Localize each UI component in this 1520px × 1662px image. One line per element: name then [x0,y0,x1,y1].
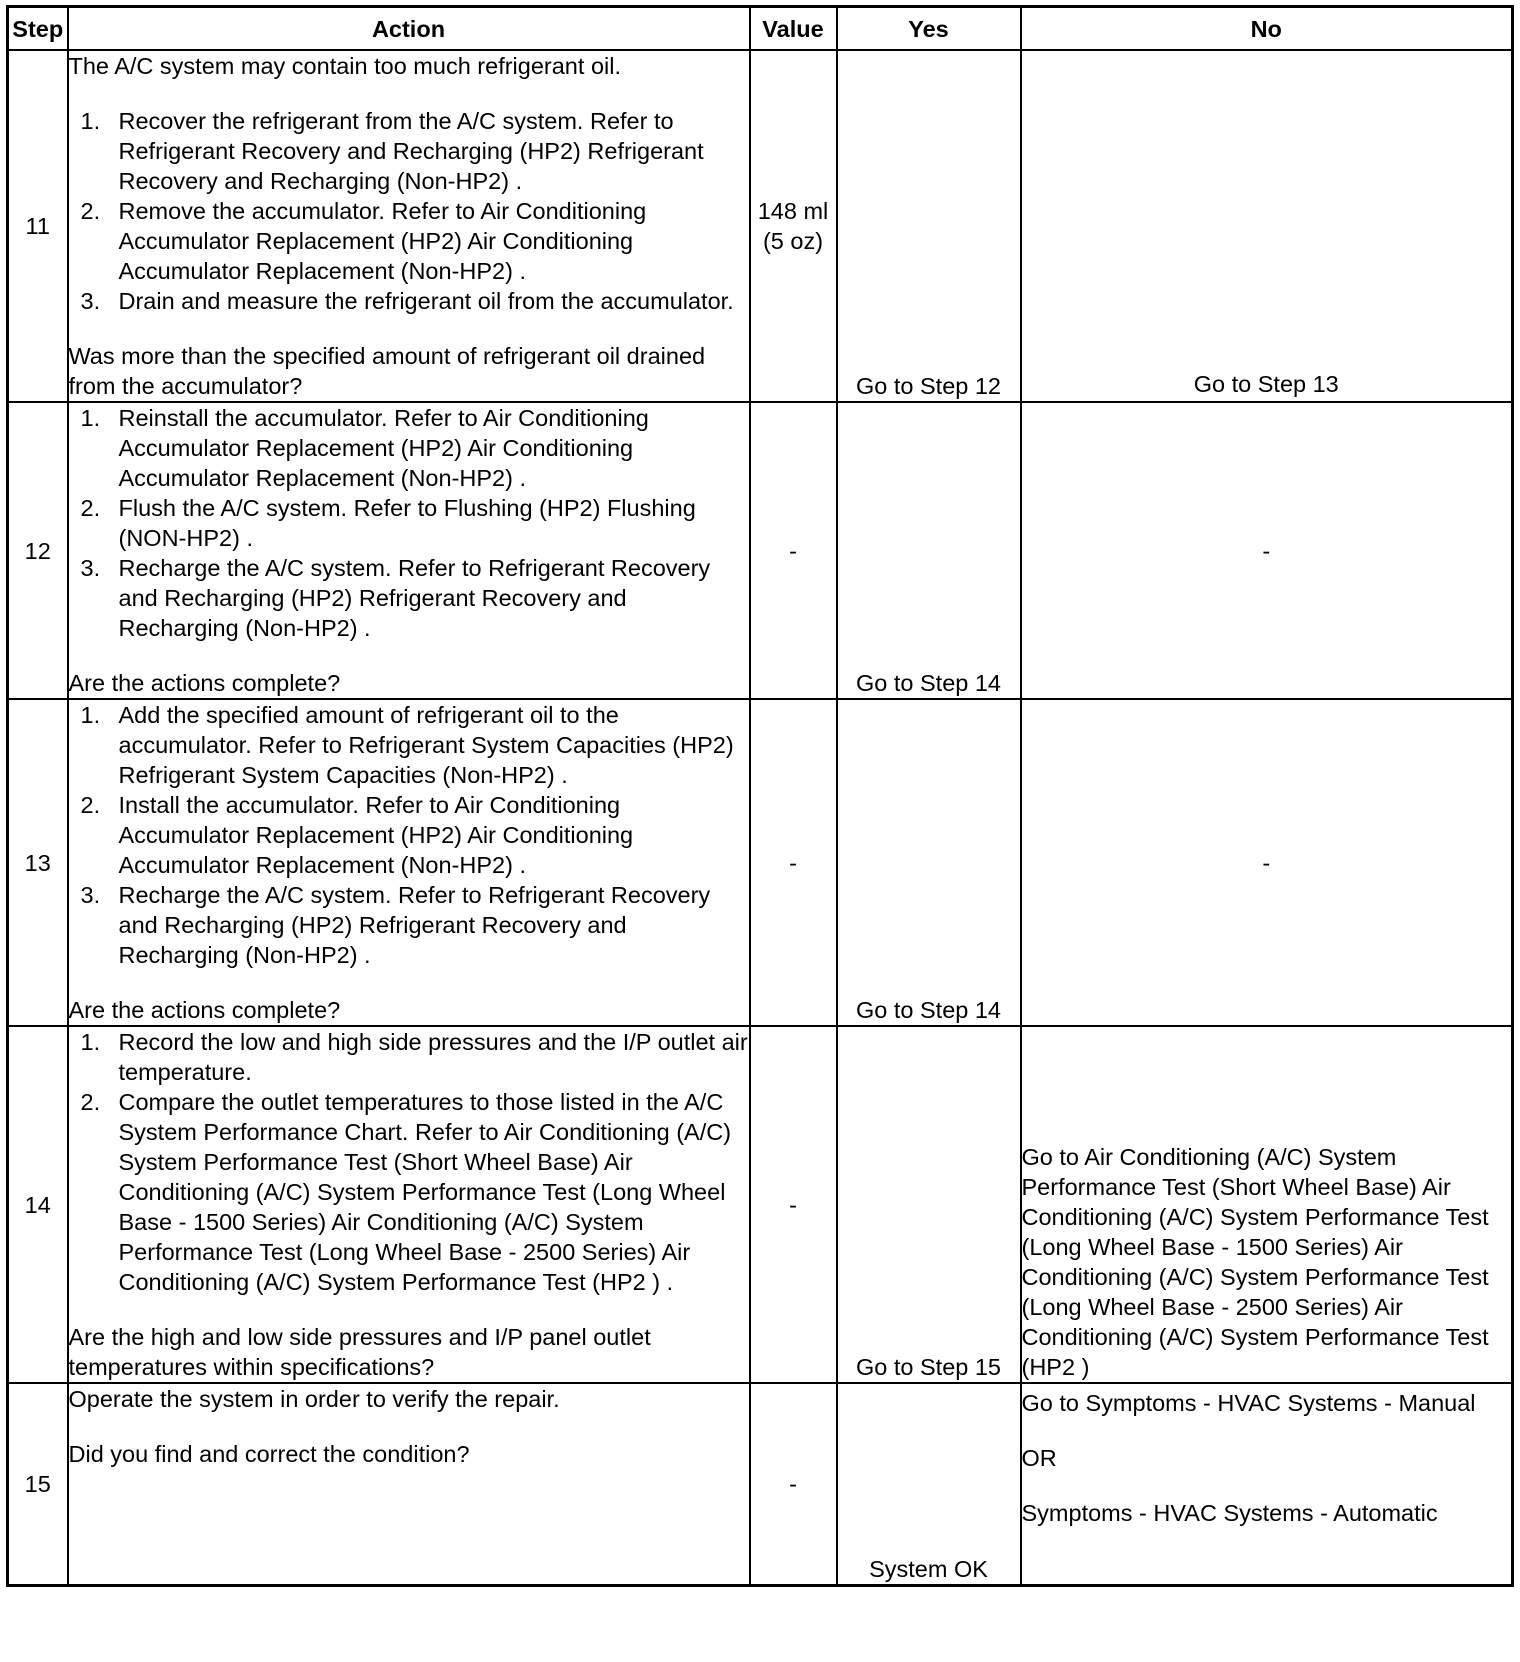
list-item: 2. Install the accumulator. Refer to Air Conditioning Accumulator Replacement (HP2) Air Conditioning Accumulator Replacement (Non-HP2) . [80,792,634,878]
action-intro: The A/C system may contain too much refrigerant oil. [68,53,621,79]
yes-cell: Go to Step 14 [837,402,1021,699]
action-cell [68,1026,750,1383]
header-step: Step [8,7,68,51]
list-item: 2. Flush the A/C system. Refer to Flushing (HP2) Flushing (NON-HP2) . [80,495,696,551]
action-question: Did you find and correct the condition? [68,1441,470,1467]
action-question: Was more than the specified amount of refrigerant oil drained from the accumulator? [68,343,706,399]
list-item: 3. Recharge the A/C system. Refer to Refrigerant Recovery and Recharging (HP2) Refrigerant Recovery and Recharging (Non-HP2) . [80,882,711,968]
diagnostic-table [6,5,1514,1587]
action-cell [68,699,750,1026]
yes-cell: Go to Step 15 [837,1026,1021,1383]
action-intro: Operate the system in order to verify the repair. [68,1386,560,1412]
value-cell: - [750,402,837,699]
action-cell [68,1383,750,1585]
header-value: Value [750,7,837,51]
action-question: Are the high and low side pressures and I/P panel outlet temperatures within specifications? [68,1324,651,1380]
table-row-step-14 [8,1026,1513,1383]
value-cell: 148 ml (5 oz) [750,50,837,402]
list-item: 2. Compare the outlet temperatures to those listed in the A/C System Performance Chart. Refer to Air Conditioning (A/C) System Performance Test (Short Wheel Base) Air Conditioning (A/C) System Performance Test (Long Wheel Base - 1500 Series) Air Conditioning (A/C) System Performance Test (Long Wheel Base - 2500 Series) Air Conditioning (A/C) System Performance Test (HP2 ) . [80,1089,732,1295]
action-list [69,700,749,970]
action-question: Are the actions complete? [68,997,341,1023]
no-cell [1021,1383,1513,1585]
no-option-manual: Go to Symptoms - HVAC Systems - Manual [1021,1390,1476,1416]
action-cell [68,402,750,699]
table-row-step-15 [8,1383,1513,1585]
table-row-step-11 [8,50,1513,402]
step-number: 11 [8,50,68,402]
header-yes: Yes [837,7,1021,51]
header-action: Action [68,7,750,51]
no-cell: - [1021,402,1513,699]
list-item: 3. Drain and measure the refrigerant oil from the accumulator. [80,288,734,314]
value-cell: - [750,1026,837,1383]
no-cell: Go to Step 13 [1021,50,1513,402]
table-row-step-13 [8,699,1513,1026]
header-no: No [1021,7,1513,51]
value-cell: - [750,699,837,1026]
step-number: 14 [8,1026,68,1383]
no-cell: Go to Air Conditioning (A/C) System Performance Test (Short Wheel Base) Air Conditioning (A/C) System Performance Test (Long Wheel Base - 1500 Series) Air Conditioning (A/C) System Performance Test (Long Wheel Base - 2500 Series) Air Conditioning (A/C) System Performance Test (HP2 ) [1021,1026,1513,1383]
list-item: 1. Add the specified amount of refrigerant oil to the accumulator. Refer to Refrigerant System Capacities (HP2) Refrigerant System Capacities (Non-HP2) . [80,702,734,788]
action-question: Are the actions complete? [68,670,341,696]
yes-cell: Go to Step 14 [837,699,1021,1026]
action-cell [68,50,750,402]
no-cell: - [1021,699,1513,1026]
value-cell: - [750,1383,837,1585]
no-or-label: OR [1021,1445,1057,1471]
action-list [69,403,749,643]
list-item: 1. Recover the refrigerant from the A/C system. Refer to Refrigerant Recovery and Recharging (HP2) Refrigerant Recovery and Recharging (Non-HP2) . [80,108,704,194]
list-item: 1. Record the low and high side pressures and the I/P outlet air temperature. [80,1029,748,1085]
list-item: 3. Recharge the A/C system. Refer to Refrigerant Recovery and Recharging (HP2) Refrigerant Recovery and Recharging (Non-HP2) . [80,555,711,641]
no-option-automatic: Symptoms - HVAC Systems - Automatic [1021,1500,1438,1526]
header-row [8,7,1513,51]
yes-cell: Go to Step 12 [837,50,1021,402]
action-list [69,106,749,316]
list-item: 1. Reinstall the accumulator. Refer to Air Conditioning Accumulator Replacement (HP2) Air Conditioning Accumulator Replacement (Non-HP2) . [80,405,649,491]
step-number: 12 [8,402,68,699]
step-number: 15 [8,1383,68,1585]
list-item: 2. Remove the accumulator. Refer to Air Conditioning Accumulator Replacement (HP2) Air Conditioning Accumulator Replacement (Non-HP2) . [80,198,647,284]
step-number: 13 [8,699,68,1026]
action-list [69,1027,749,1297]
yes-cell: System OK [837,1383,1021,1585]
table-row-step-12 [8,402,1513,699]
